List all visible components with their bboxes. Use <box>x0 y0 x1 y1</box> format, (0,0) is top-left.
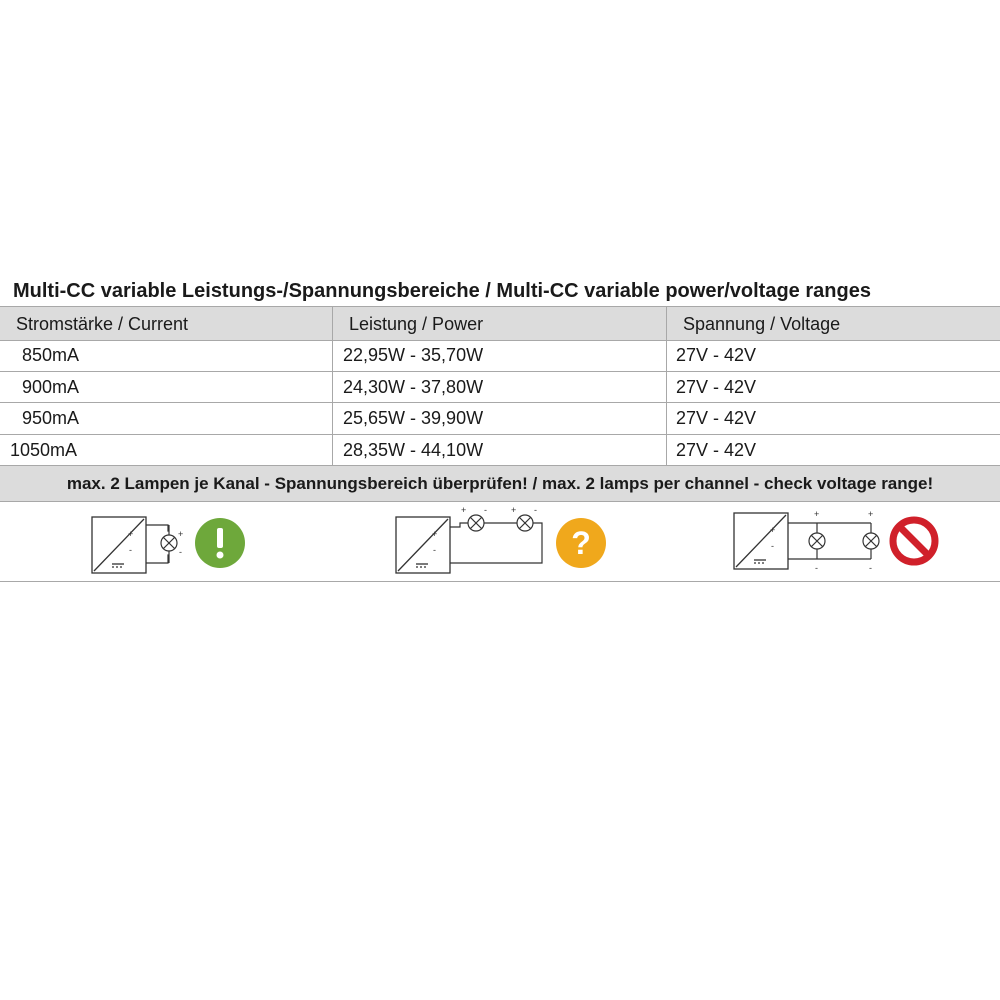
cell-power: 25,65W - 39,90W <box>343 408 484 428</box>
exclamation-icon <box>195 518 245 568</box>
question-symbol: ? <box>571 525 591 561</box>
lamp-icon <box>161 525 177 563</box>
lamp-minus: - <box>179 547 182 557</box>
lamp-icon <box>468 515 484 531</box>
cell-voltage: 27V - 42V <box>676 408 757 428</box>
wiring-diagram-single-lamp <box>90 501 250 581</box>
header-voltage: Spannung / Voltage <box>683 314 841 334</box>
lamp-icon <box>517 515 533 531</box>
cell-voltage: 27V - 42V <box>676 440 757 460</box>
column-divider <box>666 307 667 466</box>
divider <box>0 581 1000 582</box>
divider <box>0 306 1000 307</box>
cell-current: 950mA <box>22 408 80 428</box>
terminal-minus: - <box>129 545 132 555</box>
lamp-plus: + <box>814 509 820 519</box>
lamp-plus: + <box>178 529 184 539</box>
cell-current: 850mA <box>22 345 80 365</box>
lamp-plus: + <box>511 505 517 515</box>
terminal-minus: - <box>433 545 436 555</box>
driver-icon <box>396 517 450 573</box>
lamp-minus: - <box>869 563 872 573</box>
cell-power: 28,35W - 44,10W <box>343 440 484 460</box>
lamp-plus: + <box>461 505 467 515</box>
cell-current: 1050mA <box>10 440 78 460</box>
terminal-plus: + <box>432 529 438 539</box>
cell-power: 24,30W - 37,80W <box>343 377 484 397</box>
lamp-icon <box>809 533 825 549</box>
divider <box>0 434 1000 435</box>
divider <box>0 402 1000 403</box>
cell-voltage: 27V - 42V <box>676 377 757 397</box>
lamp-minus: - <box>815 563 818 573</box>
terminal-minus: - <box>771 541 774 551</box>
divider <box>0 371 1000 372</box>
driver-icon <box>734 513 788 569</box>
cell-current: 900mA <box>22 377 80 397</box>
driver-icon <box>92 517 146 573</box>
cell-voltage: 27V - 42V <box>676 345 757 365</box>
question-icon <box>556 518 606 568</box>
page-title: Multi-CC variable Leistungs-/Spannungsbereiche / Multi-CC variable power/voltage ranges <box>13 280 871 302</box>
divider <box>0 340 1000 341</box>
wires <box>788 523 871 559</box>
terminal-plus: + <box>770 525 776 535</box>
lamp-minus: - <box>484 505 487 515</box>
cell-power: 22,95W - 35,70W <box>343 345 484 365</box>
header-power: Leistung / Power <box>349 314 484 334</box>
lamp-plus: + <box>868 509 874 519</box>
wiring-diagrams <box>0 501 1000 581</box>
column-divider <box>332 307 333 466</box>
prohibited-icon <box>893 520 935 562</box>
lamp-icon <box>863 533 879 549</box>
wiring-diagram-parallel-lamps <box>732 501 952 581</box>
terminal-plus: + <box>128 529 134 539</box>
lamp-minus: - <box>534 505 537 515</box>
header-current: Stromstärke / Current <box>16 314 189 334</box>
warning-note: max. 2 Lampen je Kanal - Spannungsbereich überprüfen! / max. 2 lamps per channel - check voltage range! <box>66 474 934 493</box>
wiring-diagram-series-lamps <box>394 501 614 581</box>
